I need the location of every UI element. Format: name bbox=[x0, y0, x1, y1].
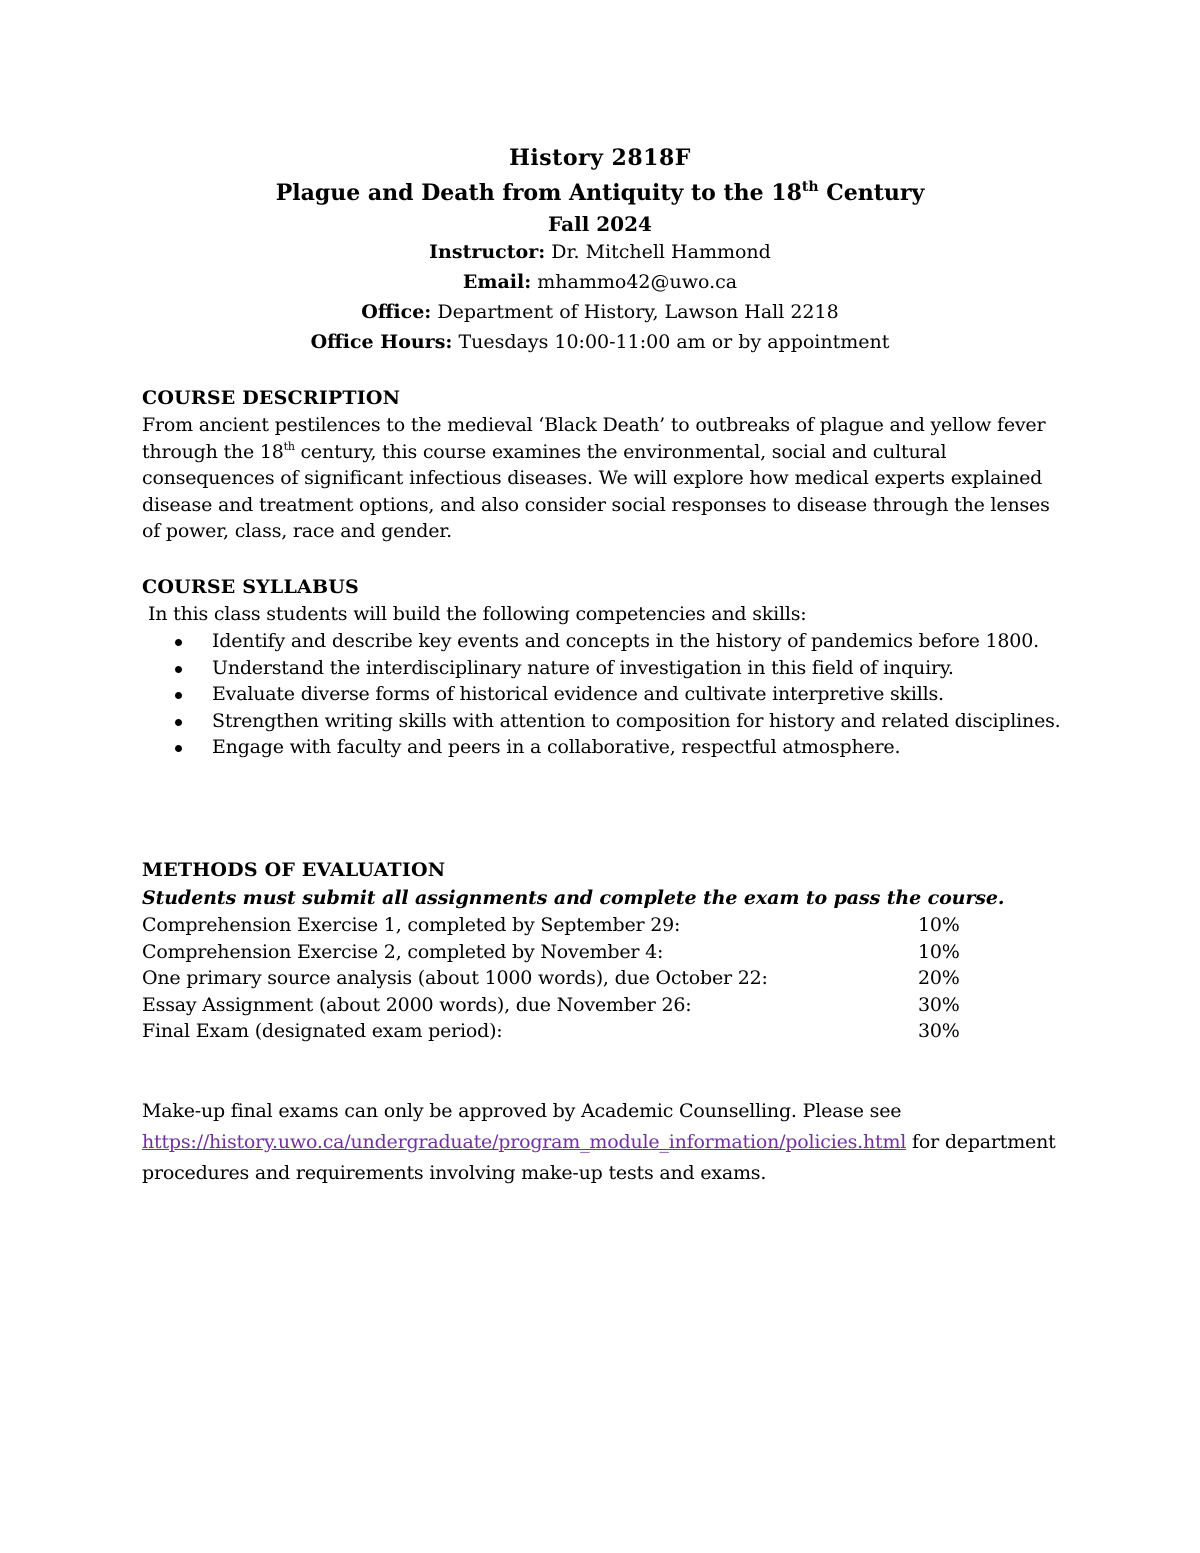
evaluation-item-label: Final Exam (designated exam period): bbox=[142, 1020, 503, 1042]
list-item-text: Understand the interdisciplinary nature of investigation in this field of inquiry. bbox=[212, 656, 954, 679]
syllabus-heading: COURSE SYLLABUS bbox=[142, 576, 359, 598]
course-term: Fall 2024 bbox=[548, 212, 652, 236]
description-text-end: century, this course examines the environmental, social and cultural consequences of significant infectious diseases. We will explore how medical experts explained disease and treatment options, and also consider social responses to disease through the lenses of power, class, race and gender. bbox=[142, 440, 1050, 542]
office-hours-value: Tuesdays 10:00-11:00 am or by appointment bbox=[452, 331, 890, 353]
bullet-icon bbox=[175, 745, 182, 752]
subtitle-text: Plague and Death from Antiquity to the 18 bbox=[275, 180, 802, 206]
evaluation-section bbox=[142, 856, 1072, 1045]
evaluation-heading: METHODS OF EVALUATION bbox=[142, 859, 446, 881]
email-value: mhammo42@uwo.ca bbox=[531, 271, 738, 293]
instructor-line bbox=[0, 237, 1200, 267]
subtitle-superscript: th bbox=[801, 179, 819, 195]
instructor-value: Dr. Mitchell Hammond bbox=[545, 241, 771, 263]
evaluation-table bbox=[142, 912, 1072, 1045]
list-item-text: Identify and describe key events and concepts in the history of pandemics before 1800. bbox=[212, 630, 1039, 652]
office-hours-label: Office Hours: bbox=[310, 331, 453, 353]
bullet-icon bbox=[175, 639, 182, 646]
list-item bbox=[142, 655, 1072, 682]
competencies-list bbox=[142, 628, 1072, 761]
office-line bbox=[0, 297, 1200, 327]
evaluation-item-weight: 30% bbox=[918, 993, 960, 1016]
evaluation-item-label: One primary source analysis (about 1000 words), due October 22: bbox=[142, 967, 768, 989]
policies-link[interactable]: https://history.uwo.ca/undergraduate/program_module_information/policies.html bbox=[142, 1131, 907, 1153]
description-text: From ancient pestilences to the medieval ‘Black Death’ to outbreaks of plague and yellow fever through the 18 bbox=[142, 414, 1046, 463]
table-row bbox=[142, 992, 1072, 1019]
office-value: Department of History, Lawson Hall 2218 bbox=[431, 301, 839, 323]
table-row bbox=[142, 965, 1072, 992]
evaluation-item-label: Comprehension Exercise 2, completed by November 4: bbox=[142, 940, 664, 963]
bullet-icon bbox=[175, 666, 182, 673]
list-item-text: Engage with faculty and peers in a collaborative, respectful atmosphere. bbox=[212, 736, 901, 758]
list-item bbox=[142, 681, 1072, 708]
bullet-icon bbox=[175, 719, 182, 726]
subtitle-text-end: Century bbox=[818, 180, 925, 206]
bullet-icon bbox=[175, 692, 182, 699]
evaluation-item-weight: 20% bbox=[918, 967, 960, 989]
evaluation-item-label: Essay Assignment (about 2000 words), due November 26: bbox=[142, 993, 692, 1016]
course-title: History 2818F bbox=[509, 145, 691, 171]
syllabus-intro: In this class students will build the following competencies and skills: bbox=[148, 603, 807, 625]
makeup-text: Make-up final exams can only be approved by Academic Counselling. Please see bbox=[142, 1100, 902, 1122]
makeup-text-end: for department procedures and requirements involving make-up tests and exams. bbox=[142, 1131, 1056, 1184]
description-heading: COURSE DESCRIPTION bbox=[142, 387, 401, 409]
course-subtitle bbox=[0, 175, 1200, 211]
description-paragraph bbox=[142, 412, 1072, 545]
instructor-label: Instructor: bbox=[429, 241, 546, 263]
office-hours-line bbox=[0, 327, 1200, 357]
email-line bbox=[0, 267, 1200, 297]
table-row bbox=[142, 939, 1072, 966]
table-row bbox=[142, 912, 1072, 939]
list-item-text: Strengthen writing skills with attention to composition for history and related disciplines. bbox=[212, 709, 1061, 732]
evaluation-item-weight: 10% bbox=[918, 914, 960, 936]
course-description-section bbox=[142, 384, 1072, 545]
makeup-section bbox=[142, 1096, 1082, 1189]
office-label: Office: bbox=[361, 301, 432, 323]
evaluation-item-weight: 30% bbox=[918, 1020, 960, 1042]
evaluation-notice: Students must submit all assignments and complete the exam to pass the course. bbox=[142, 887, 1005, 909]
makeup-paragraph bbox=[142, 1096, 1082, 1189]
list-item bbox=[142, 708, 1072, 735]
evaluation-item-weight: 10% bbox=[918, 940, 960, 963]
list-item bbox=[142, 628, 1072, 655]
course-syllabus-section bbox=[142, 573, 1072, 761]
course-header bbox=[0, 141, 1200, 357]
email-label: Email: bbox=[462, 271, 532, 293]
list-item bbox=[142, 734, 1072, 761]
evaluation-item-label: Comprehension Exercise 1, completed by September 29: bbox=[142, 914, 681, 936]
description-superscript: th bbox=[283, 439, 295, 453]
list-item-text: Evaluate diverse forms of historical evidence and cultivate interpretive skills. bbox=[212, 683, 944, 705]
table-row bbox=[142, 1018, 1072, 1045]
